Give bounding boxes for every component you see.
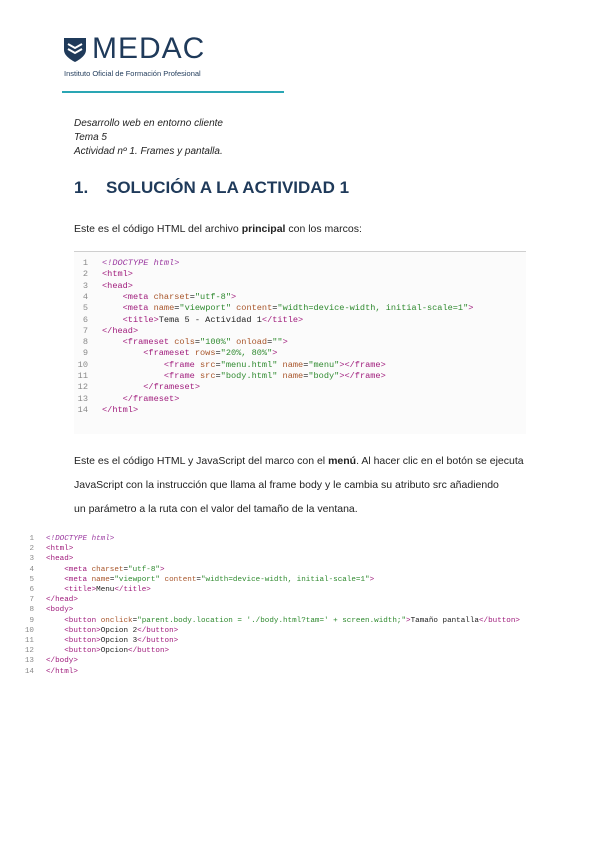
meta-topic: Tema 5 <box>74 132 107 143</box>
code-token: </button> <box>137 637 179 645</box>
code-token: <html> <box>46 545 74 554</box>
code-token <box>102 348 143 358</box>
para1-text: Este es el código HTML del archivo <box>74 223 242 235</box>
header-divider <box>62 91 284 93</box>
code-token: = <box>194 337 201 348</box>
code-token: <html> <box>102 269 133 280</box>
line-number: 13 <box>24 657 34 666</box>
code-token: </button> <box>137 626 179 635</box>
code-token: </frameset> <box>143 382 200 393</box>
para2-line2: JavaScript con la instrucción que llama al frame body y le cambia su atributo src añadiendo <box>74 479 499 491</box>
code-token <box>102 337 123 347</box>
code-line <box>74 371 386 382</box>
code-line <box>22 596 78 606</box>
line-number: 4 <box>29 565 34 574</box>
code-block-menu <box>22 533 590 687</box>
code-token: name <box>277 371 304 381</box>
code-token: onclick <box>100 616 133 625</box>
code-token: Opcion 3 <box>100 637 138 645</box>
code-token: <title> <box>122 314 159 325</box>
code-token <box>102 292 123 302</box>
code-token: "100%" <box>200 337 231 348</box>
code-line <box>22 657 78 667</box>
line-number: 5 <box>82 303 88 314</box>
code-token: onload <box>230 337 268 348</box>
code-token: = <box>196 575 201 584</box>
shield-logo-icon <box>62 36 88 64</box>
code-token: <frameset <box>122 337 175 348</box>
code-token: charset <box>153 291 190 302</box>
code-token: </html> <box>102 404 139 415</box>
code-line <box>74 258 179 269</box>
para2-bold: menú <box>328 455 357 467</box>
code-token: content <box>230 303 273 314</box>
code-token: = <box>132 616 138 625</box>
para2-text-end: . Al hacer clic en el botón se ejecuta <box>356 455 524 467</box>
code-line <box>22 566 165 576</box>
code-line <box>74 315 303 326</box>
code-token: <meta <box>64 575 92 584</box>
code-line <box>74 303 473 314</box>
code-token: ></frame> <box>339 371 386 381</box>
section-heading <box>74 178 349 198</box>
code-line <box>74 348 277 359</box>
code-token: <frameset <box>143 348 195 359</box>
para2-line3: un parámetro a la ruta con el valor del tamaño de la ventana. <box>74 503 358 515</box>
line-number: 5 <box>29 575 34 584</box>
code-token: = <box>215 359 221 370</box>
code-token: = <box>215 371 221 381</box>
code-token <box>46 566 64 574</box>
code-token: <meta <box>122 303 154 314</box>
code-token: "viewport" <box>114 575 160 584</box>
line-number: 10 <box>24 626 34 635</box>
meta-course: Desarrollo web en entorno cliente <box>74 118 223 129</box>
code-token: "menu" <box>308 359 340 370</box>
code-token: cols <box>174 337 195 348</box>
code-token: > <box>230 291 237 302</box>
code-token: charset <box>91 565 124 574</box>
code-line <box>22 617 520 627</box>
code-token: = <box>267 337 273 348</box>
code-token: "viewport" <box>179 303 231 314</box>
line-number: 1 <box>29 535 34 543</box>
code-token: Opcion <box>100 647 129 656</box>
code-token: = <box>215 348 221 359</box>
code-token: <head> <box>46 555 74 564</box>
line-number: 11 <box>77 371 88 381</box>
line-number: 9 <box>82 348 88 359</box>
line-number: 10 <box>77 359 88 370</box>
para1-text-end: con los marcos: <box>285 223 362 235</box>
code-token <box>102 360 164 370</box>
code-line <box>22 668 78 678</box>
code-token: "body" <box>308 371 340 381</box>
code-token: > <box>272 348 278 359</box>
code-token <box>102 371 164 381</box>
code-token <box>46 576 64 584</box>
code-line <box>74 382 200 393</box>
line-number: 13 <box>77 393 88 404</box>
line-number: 2 <box>82 269 88 280</box>
code-line <box>74 360 386 371</box>
code-token: "body.html" <box>220 371 278 381</box>
code-token: </button> <box>128 647 170 656</box>
code-line <box>22 545 73 555</box>
section-title: SOLUCIÓN A LA ACTIVIDAD 1 <box>106 178 350 197</box>
code-token: > <box>159 565 165 574</box>
code-token: > <box>369 575 375 584</box>
code-token: "20%, 80%" <box>220 348 273 359</box>
para1-bold: principal <box>241 223 286 235</box>
code-token: Opcion 2 <box>100 626 138 635</box>
code-token: "utf-8" <box>128 565 160 574</box>
code-token: "width=device-width, initial-scale=1" <box>200 575 370 584</box>
code-line <box>22 576 374 586</box>
line-number: 14 <box>77 404 88 415</box>
code-token: <head> <box>102 280 133 291</box>
code-token: <button> <box>64 637 101 645</box>
code-token: name <box>277 359 304 370</box>
line-number: 4 <box>82 291 88 302</box>
code-token: <body> <box>46 606 74 615</box>
code-token: > <box>468 303 474 314</box>
code-token: </title> <box>114 586 151 594</box>
line-number: 12 <box>77 382 88 393</box>
code-line <box>74 326 138 337</box>
menu-paragraph <box>74 449 534 521</box>
line-number: 12 <box>24 647 34 656</box>
code-token: > <box>406 616 411 625</box>
line-number: 9 <box>29 616 34 625</box>
code-line <box>22 637 178 647</box>
code-token: = <box>303 371 309 381</box>
document-meta <box>74 117 223 159</box>
code-line <box>74 394 179 405</box>
code-token: "parent.body.location = './body.html?tam=' + screen.width;" <box>137 616 407 625</box>
code-token: Tema 5 - Actividad 1 <box>158 314 262 325</box>
line-number: 8 <box>29 606 34 615</box>
code-token <box>46 627 64 635</box>
logo-subtitle: Instituto Oficial de Formación Profesional <box>64 69 201 78</box>
code-line <box>74 281 133 292</box>
code-line <box>22 606 73 616</box>
code-token: </html> <box>46 667 78 676</box>
line-number: 6 <box>29 586 34 594</box>
code-line <box>74 269 133 280</box>
section-number: 1. <box>74 178 89 197</box>
code-token: = <box>123 565 129 574</box>
code-token: = <box>189 291 195 302</box>
code-token: </frameset> <box>122 393 180 404</box>
line-number: 7 <box>29 596 34 605</box>
code-line <box>22 647 169 657</box>
code-token: </head> <box>46 596 78 605</box>
code-token: name <box>153 303 175 314</box>
line-number: 1 <box>82 258 88 268</box>
code-token: </head> <box>102 325 139 336</box>
line-number: 14 <box>24 667 34 676</box>
intro-paragraph <box>74 217 534 241</box>
code-line <box>22 555 73 565</box>
line-number: 3 <box>82 280 88 291</box>
code-token: </title> <box>261 314 304 325</box>
code-token: src <box>200 371 216 381</box>
para2-text: Este es el código HTML y JavaScript del marco con el <box>74 455 329 467</box>
code-token <box>102 394 123 404</box>
code-token: </body> <box>46 657 78 666</box>
code-line <box>22 627 178 637</box>
code-token: <button> <box>64 647 101 656</box>
code-token: <title> <box>64 586 97 594</box>
code-token: rows <box>194 348 216 359</box>
code-token <box>46 586 64 594</box>
code-token: <button> <box>64 626 101 635</box>
code-token: "" <box>272 337 283 348</box>
code-line <box>22 586 151 596</box>
line-number: 3 <box>29 555 34 564</box>
code-token: </button> <box>478 616 520 625</box>
code-token: <!DOCTYPE html> <box>46 535 115 543</box>
code-token <box>102 382 143 392</box>
line-number: 8 <box>82 337 88 348</box>
code-token <box>46 617 64 625</box>
code-line <box>74 292 236 303</box>
code-token <box>102 303 123 313</box>
logo-brand: MEDAC <box>92 32 206 65</box>
code-token: "width=device-width, initial-scale=1" <box>277 303 469 314</box>
code-token: <!DOCTYPE html> <box>102 258 180 268</box>
code-token: name <box>91 575 110 584</box>
code-token <box>102 315 123 325</box>
code-token: <button <box>64 616 101 625</box>
code-token: <meta <box>122 291 154 302</box>
code-token: = <box>174 303 180 314</box>
code-token: ></frame> <box>339 359 386 370</box>
code-token <box>46 647 64 655</box>
code-token: "menu.html" <box>220 359 278 370</box>
code-line <box>22 535 114 545</box>
code-token <box>46 637 64 645</box>
code-token: <frame <box>163 359 200 370</box>
code-token: "utf-8" <box>194 291 231 302</box>
line-number: 6 <box>82 314 88 325</box>
code-token: content <box>159 575 197 584</box>
medac-logo <box>62 32 262 80</box>
line-number: 2 <box>29 545 34 554</box>
line-number: 7 <box>82 325 88 336</box>
code-token: = <box>272 303 278 314</box>
code-token: > <box>282 337 288 348</box>
code-token: src <box>200 359 216 370</box>
code-block-main <box>74 251 526 434</box>
code-token: Menu <box>96 586 115 594</box>
code-token: Tamaño pantalla <box>410 616 479 625</box>
code-token: <meta <box>64 565 92 574</box>
meta-activity: Actividad nº 1. Frames y pantalla. <box>74 146 223 157</box>
line-number: 11 <box>24 637 34 645</box>
code-token: = <box>303 359 309 370</box>
code-token: = <box>109 575 115 584</box>
code-token: <frame <box>163 371 200 381</box>
code-line <box>74 405 138 416</box>
code-line <box>74 337 288 348</box>
